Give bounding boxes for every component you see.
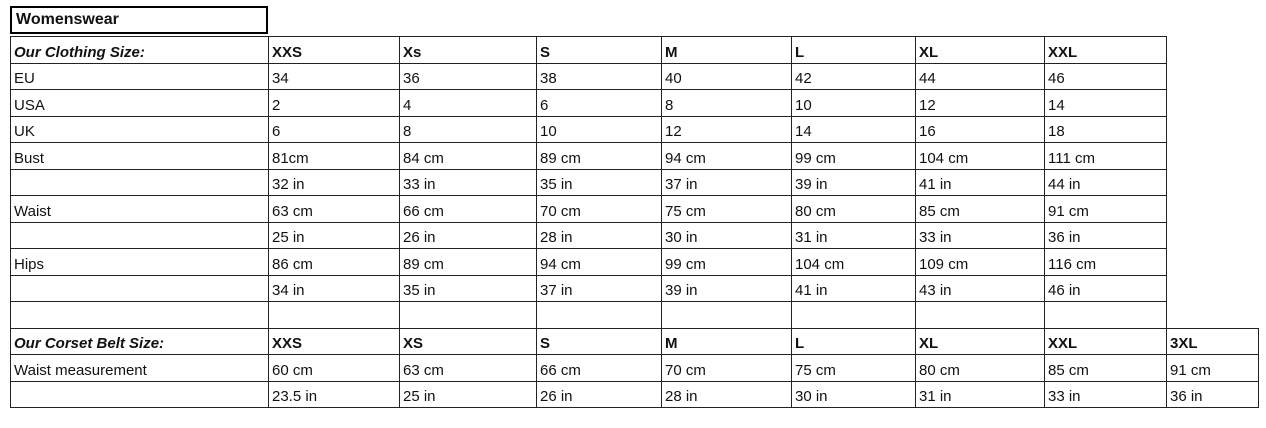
empty-cell — [1045, 302, 1167, 329]
table-cell: 33 in — [400, 169, 537, 196]
size-chart-table — [10, 36, 1259, 408]
table-cell: 60 cm — [269, 355, 400, 382]
table-cell: 10 — [537, 116, 662, 143]
table-row — [11, 63, 1259, 90]
table-cell: 30 in — [662, 222, 792, 249]
clothing-size-xxl: XXL — [1045, 37, 1167, 64]
corset-size-s: S — [537, 328, 662, 355]
empty-cell — [269, 302, 400, 329]
table-cell: 28 in — [662, 381, 792, 408]
table-row — [11, 143, 1259, 170]
table-cell: 10 — [792, 90, 916, 117]
table-row — [11, 249, 1259, 276]
table-cell: 16 — [916, 116, 1045, 143]
table-row — [11, 222, 1259, 249]
table-cell: 41 in — [792, 275, 916, 302]
row-label — [11, 275, 269, 302]
table-cell: 75 cm — [792, 355, 916, 382]
corset-size-xl: XL — [916, 328, 1045, 355]
table-cell: 99 cm — [792, 143, 916, 170]
table-cell: 14 — [792, 116, 916, 143]
table-cell: 89 cm — [400, 249, 537, 276]
table-cell: 44 in — [1045, 169, 1167, 196]
corset-size-label: Our Corset Belt Size: — [11, 328, 269, 355]
table-cell: 104 cm — [916, 143, 1045, 170]
empty-cell — [1167, 222, 1259, 249]
table-cell: 36 in — [1045, 222, 1167, 249]
table-cell: 104 cm — [792, 249, 916, 276]
table-cell: 12 — [662, 116, 792, 143]
table-cell: 94 cm — [662, 143, 792, 170]
table-cell: 26 in — [537, 381, 662, 408]
table-cell: 66 cm — [400, 196, 537, 223]
clothing-size-xs: Xs — [400, 37, 537, 64]
corset-size-xs: XS — [400, 328, 537, 355]
table-cell: 70 cm — [537, 196, 662, 223]
row-label: Hips — [11, 249, 269, 276]
row-label — [11, 381, 269, 408]
clothing-size-label: Our Clothing Size: — [11, 37, 269, 64]
row-label: Waist measurement — [11, 355, 269, 382]
table-cell: 99 cm — [662, 249, 792, 276]
table-cell: 35 in — [400, 275, 537, 302]
clothing-size-s: S — [537, 37, 662, 64]
clothing-size-xl: XL — [916, 37, 1045, 64]
table-cell: 63 cm — [269, 196, 400, 223]
corset-size-3xl: 3XL — [1167, 328, 1259, 355]
corset-size-l: L — [792, 328, 916, 355]
table-row — [11, 169, 1259, 196]
empty-cell — [1167, 90, 1259, 117]
empty-cell — [537, 302, 662, 329]
row-label — [11, 222, 269, 249]
table-cell: 34 — [269, 63, 400, 90]
table-cell: 39 in — [792, 169, 916, 196]
table-cell: 37 in — [537, 275, 662, 302]
spacer-row — [11, 302, 1259, 329]
table-cell: 25 in — [400, 381, 537, 408]
table-cell: 91 cm — [1167, 355, 1259, 382]
row-label: Bust — [11, 143, 269, 170]
clothing-size-xxs: XXS — [269, 37, 400, 64]
table-cell: 6 — [537, 90, 662, 117]
table-cell: 26 in — [400, 222, 537, 249]
empty-cell — [11, 302, 269, 329]
table-cell: 31 in — [792, 222, 916, 249]
empty-cell — [1167, 116, 1259, 143]
table-cell: 25 in — [269, 222, 400, 249]
table-row — [11, 275, 1259, 302]
table-row — [11, 355, 1259, 382]
table-cell: 38 — [537, 63, 662, 90]
womenswear-title: Womenswear — [10, 6, 268, 34]
empty-cell — [1167, 63, 1259, 90]
table-cell: 8 — [400, 116, 537, 143]
table-cell: 111 cm — [1045, 143, 1167, 170]
table-cell: 42 — [792, 63, 916, 90]
table-cell: 32 in — [269, 169, 400, 196]
empty-cell — [400, 302, 537, 329]
table-cell: 94 cm — [537, 249, 662, 276]
table-cell: 33 in — [916, 222, 1045, 249]
table-cell: 33 in — [1045, 381, 1167, 408]
empty-cell — [1167, 275, 1259, 302]
empty-cell — [1167, 302, 1259, 329]
table-row — [11, 90, 1259, 117]
corset-size-m: M — [662, 328, 792, 355]
table-cell: 43 in — [916, 275, 1045, 302]
clothing-size-m: M — [662, 37, 792, 64]
clothing-size-header-row — [11, 37, 1259, 64]
empty-cell — [1167, 196, 1259, 223]
table-cell: 84 cm — [400, 143, 537, 170]
table-cell: 81cm — [269, 143, 400, 170]
empty-cell — [662, 302, 792, 329]
empty-cell — [1167, 143, 1259, 170]
table-cell: 80 cm — [792, 196, 916, 223]
table-cell: 86 cm — [269, 249, 400, 276]
table-cell: 2 — [269, 90, 400, 117]
table-cell: 70 cm — [662, 355, 792, 382]
empty-cell — [1167, 37, 1259, 64]
table-cell: 109 cm — [916, 249, 1045, 276]
table-cell: 85 cm — [1045, 355, 1167, 382]
corset-size-xxs: XXS — [269, 328, 400, 355]
table-cell: 4 — [400, 90, 537, 117]
table-cell: 66 cm — [537, 355, 662, 382]
row-label: USA — [11, 90, 269, 117]
row-label — [11, 169, 269, 196]
table-cell: 85 cm — [916, 196, 1045, 223]
table-cell: 30 in — [792, 381, 916, 408]
table-cell: 31 in — [916, 381, 1045, 408]
table-cell: 14 — [1045, 90, 1167, 117]
table-cell: 116 cm — [1045, 249, 1167, 276]
table-cell: 37 in — [662, 169, 792, 196]
table-cell: 28 in — [537, 222, 662, 249]
table-cell: 63 cm — [400, 355, 537, 382]
table-cell: 35 in — [537, 169, 662, 196]
table-cell: 80 cm — [916, 355, 1045, 382]
table-cell: 75 cm — [662, 196, 792, 223]
corset-size-xxl: XXL — [1045, 328, 1167, 355]
table-cell: 89 cm — [537, 143, 662, 170]
empty-cell — [1167, 249, 1259, 276]
table-cell: 91 cm — [1045, 196, 1167, 223]
table-cell: 39 in — [662, 275, 792, 302]
table-cell: 6 — [269, 116, 400, 143]
table-cell: 44 — [916, 63, 1045, 90]
empty-cell — [792, 302, 916, 329]
table-cell: 23.5 in — [269, 381, 400, 408]
table-cell: 36 — [400, 63, 537, 90]
row-label: UK — [11, 116, 269, 143]
table-row — [11, 196, 1259, 223]
empty-cell — [916, 302, 1045, 329]
table-cell: 46 — [1045, 63, 1167, 90]
table-row — [11, 381, 1259, 408]
row-label: Waist — [11, 196, 269, 223]
clothing-size-l: L — [792, 37, 916, 64]
table-row — [11, 116, 1259, 143]
corset-size-header-row — [11, 328, 1259, 355]
table-cell: 46 in — [1045, 275, 1167, 302]
table-cell: 8 — [662, 90, 792, 117]
table-cell: 36 in — [1167, 381, 1259, 408]
empty-cell — [1167, 169, 1259, 196]
table-cell: 34 in — [269, 275, 400, 302]
row-label: EU — [11, 63, 269, 90]
table-cell: 40 — [662, 63, 792, 90]
table-cell: 12 — [916, 90, 1045, 117]
table-cell: 18 — [1045, 116, 1167, 143]
table-cell: 41 in — [916, 169, 1045, 196]
